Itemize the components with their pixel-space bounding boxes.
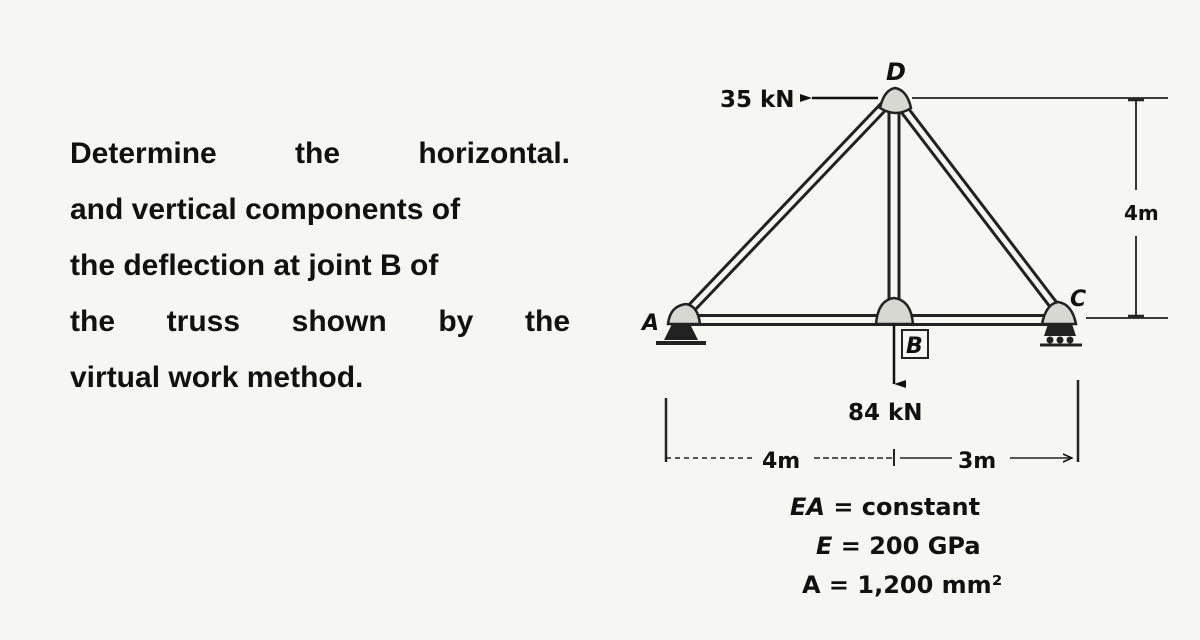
property-a xyxy=(790,566,1002,605)
problem-word: the xyxy=(295,137,341,170)
problem-line-5: virtual work method. xyxy=(70,361,364,394)
right-span-label: 3m xyxy=(958,449,997,474)
problem-word: Determine xyxy=(70,137,217,170)
problem-line-2: and vertical components of xyxy=(70,193,461,226)
property-e xyxy=(790,527,1002,566)
problem-word: the xyxy=(70,305,115,338)
member-AD xyxy=(678,104,886,322)
property-value: 200 GPa xyxy=(869,532,981,560)
problem-word: truss xyxy=(166,305,241,338)
joint-B-gusset xyxy=(876,298,913,324)
property-equals: = xyxy=(820,571,858,599)
property-symbol: A xyxy=(802,571,821,599)
problem-word: horizontal. xyxy=(418,137,570,170)
joint-label-D: D xyxy=(886,58,906,86)
property-ea xyxy=(790,488,1002,527)
problem-word: the xyxy=(525,305,570,338)
height-label: 4m xyxy=(1124,201,1159,225)
horizontal-load-label: 35 kN xyxy=(720,87,795,113)
property-value: 1,200 mm² xyxy=(857,571,1003,599)
joint-D-gusset xyxy=(880,88,911,113)
property-equals: = xyxy=(832,532,870,560)
property-value: constant xyxy=(861,493,981,521)
joint-label-A: A xyxy=(642,311,660,336)
roller-support-C xyxy=(1040,324,1082,345)
vertical-load-label: 84 kN xyxy=(848,400,923,426)
problem-word: by xyxy=(438,305,474,338)
property-symbol: EA xyxy=(790,493,825,521)
pin-support-A xyxy=(656,324,706,343)
left-span-label: 4m xyxy=(762,449,801,474)
problem-line-3: the deflection at joint B of xyxy=(70,249,439,282)
joint-label-C: C xyxy=(1070,287,1087,312)
joint-label-B-box xyxy=(902,330,928,359)
joint-label-B: B xyxy=(906,334,923,359)
member-DC xyxy=(900,104,1062,316)
problem-word: shown xyxy=(291,305,387,338)
property-equals: = xyxy=(824,493,862,521)
property-symbol: E xyxy=(816,532,833,560)
material-properties xyxy=(790,488,1002,605)
